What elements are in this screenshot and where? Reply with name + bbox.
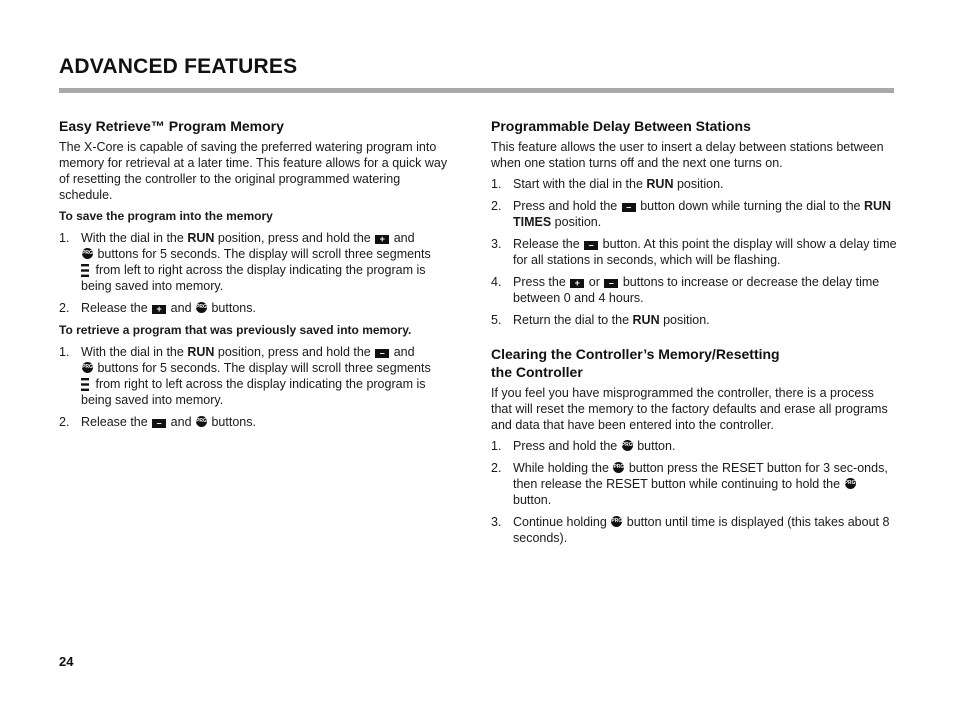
step-text: Press and hold the — [513, 199, 621, 213]
right-column — [491, 117, 897, 552]
step-text: and — [167, 415, 195, 429]
save-program-subhead: To save the program into the memory — [59, 209, 273, 223]
prg-button-icon: PRG — [611, 516, 622, 527]
page-number: 24 — [59, 654, 74, 669]
step-text: With the dial in the — [81, 231, 188, 245]
step-text: Release the — [513, 237, 584, 251]
prg-button-icon: PRG — [613, 462, 624, 473]
step-text: Release the — [81, 301, 152, 315]
run-times-label: RUN TIMES — [513, 199, 892, 229]
step-text: buttons for 5 seconds. The display will scroll three segments — [94, 361, 431, 375]
three-segments-icon — [81, 264, 89, 277]
list-item — [491, 236, 897, 268]
step-text: and — [390, 345, 415, 359]
step-text: from right to left across the display indicating the program is being saved into memory. — [81, 377, 426, 407]
list-item — [491, 312, 897, 328]
delay-intro: This feature allows the user to insert a delay between stations between when one station turns off and the next one turns on. — [491, 140, 884, 170]
step-text: buttons for 5 seconds. The display will scroll three segments — [94, 247, 431, 261]
step-number: 1. — [491, 177, 502, 191]
step-text: button. At this point the display will show a delay time for all stations in seconds, which will be flashing. — [513, 237, 897, 267]
delay-heading: Programmable Delay Between Stations — [491, 118, 751, 134]
step-text: button down while turning the dial to the — [636, 199, 864, 213]
step-number: 4. — [491, 275, 502, 289]
minus-button-icon: – — [375, 349, 389, 358]
step-text: button until time is displayed (this takes about 8 seconds). — [513, 515, 890, 545]
step-text: position, press and hold the — [214, 345, 375, 359]
left-column — [59, 117, 457, 436]
step-number: 1. — [59, 231, 70, 245]
step-number: 3. — [491, 515, 502, 529]
save-program-steps — [59, 230, 457, 316]
step-text: button press the RESET button for 3 sec-onds, then release the RESET button while continuing to hold the — [513, 461, 888, 491]
prg-button-icon: PRG — [622, 440, 633, 451]
step-text: Press and hold the — [513, 439, 621, 453]
delay-steps — [491, 176, 897, 328]
step-text: buttons. — [208, 415, 256, 429]
step-text: or — [585, 275, 604, 289]
step-number: 2. — [59, 301, 70, 315]
easy-retrieve-intro: The X-Core is capable of saving the preferred watering program into memory for retrieval at a later time. This feature allows for a quick way of resetting the controller to the original programmed watering schedule. — [59, 140, 448, 202]
easy-retrieve-heading: Easy Retrieve™ Program Memory — [59, 118, 284, 134]
step-text: With the dial in the — [81, 345, 188, 359]
step-number: 2. — [59, 415, 70, 429]
three-segments-icon — [81, 378, 89, 391]
run-label: RUN — [187, 345, 215, 359]
reset-heading — [491, 345, 897, 381]
list-item — [59, 230, 457, 294]
run-label: RUN — [187, 231, 215, 245]
plus-button-icon: + — [570, 279, 584, 288]
prg-button-icon: PRG — [196, 416, 207, 427]
reset-steps — [491, 438, 897, 546]
step-number: 3. — [491, 237, 502, 251]
list-item — [59, 414, 457, 430]
list-item — [491, 274, 897, 306]
plus-button-icon: + — [152, 305, 166, 314]
step-text: position. — [659, 313, 710, 327]
step-text: button. — [513, 493, 552, 507]
step-text: position, press and hold the — [214, 231, 375, 245]
step-text: buttons to increase or decrease the delay time between 0 and 4 hours. — [513, 275, 880, 305]
reset-heading-line2: the Controller — [491, 364, 583, 380]
step-text: buttons. — [208, 301, 256, 315]
step-text: and — [167, 301, 195, 315]
title-divider — [59, 88, 894, 93]
reset-intro: If you feel you have misprogrammed the controller, there is a process that will reset the memory to the factory defaults and erase all programs and data that have been entered into the controller. — [491, 386, 888, 432]
plus-button-icon: + — [375, 235, 389, 244]
step-text: from left to right across the display indicating the program is being saved into memory. — [81, 263, 426, 293]
step-text: While holding the — [513, 461, 613, 475]
step-text: Start with the dial in the — [513, 177, 647, 191]
prg-button-icon: PRG — [845, 478, 856, 489]
step-text: and — [390, 231, 415, 245]
step-number: 2. — [491, 461, 502, 475]
step-number: 1. — [59, 345, 70, 359]
step-number: 5. — [491, 313, 502, 327]
list-item — [491, 438, 897, 454]
run-label: RUN — [632, 313, 660, 327]
step-number: 2. — [491, 199, 502, 213]
reset-heading-line1: Clearing the Controller’s Memory/Resetting — [491, 346, 780, 362]
step-text: position. — [673, 177, 724, 191]
minus-button-icon: – — [584, 241, 598, 250]
run-label: RUN — [646, 177, 674, 191]
list-item — [59, 300, 457, 316]
list-item — [491, 198, 897, 230]
prg-button-icon: PRG — [82, 362, 93, 373]
step-number: 1. — [491, 439, 502, 453]
step-text: Release the — [81, 415, 152, 429]
list-item — [491, 176, 897, 192]
retrieve-program-subhead: To retrieve a program that was previously saved into memory. — [59, 323, 412, 337]
step-text: Return the dial to the — [513, 313, 633, 327]
step-text: button. — [633, 439, 676, 453]
step-text: Press the — [513, 275, 570, 289]
minus-button-icon: – — [622, 203, 636, 212]
list-item — [59, 344, 457, 408]
prg-button-icon: PRG — [82, 248, 93, 259]
list-item — [491, 460, 897, 508]
step-text: position. — [551, 215, 602, 229]
minus-button-icon: – — [604, 279, 618, 288]
prg-button-icon: PRG — [196, 302, 207, 313]
retrieve-program-steps — [59, 344, 457, 430]
list-item — [491, 514, 897, 546]
minus-button-icon: – — [152, 419, 166, 428]
step-text: Continue holding — [513, 515, 611, 529]
page-title: ADVANCED FEATURES — [59, 55, 298, 78]
